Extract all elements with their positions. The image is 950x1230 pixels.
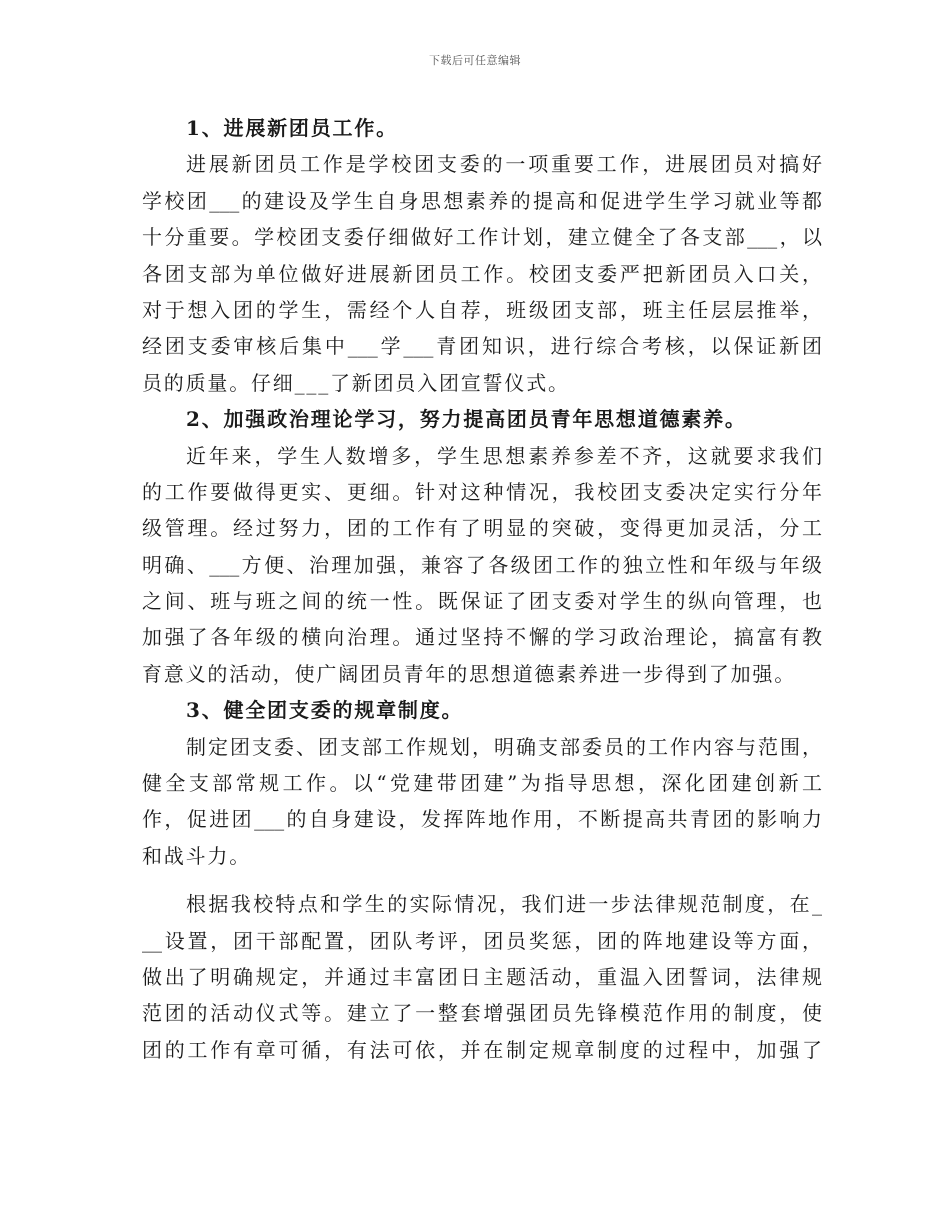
section-heading-3: 3、健全团支委的规章制度。: [186, 698, 464, 723]
paragraph-line: 学校团___的建设及学生自身思想素养的提高和促进学生学习就业等都: [142, 188, 822, 213]
paragraph-line: 员的质量。仔细___了新团员入团宣誓仪式。: [142, 370, 570, 395]
paragraph-line: 经团支委审核后集中___学___青团知识，进行综合考核，以保证新团: [142, 334, 822, 359]
paragraph-line: 做出了明确规定，并通过丰富团日主题活动，重温入团誓词，法律规: [142, 964, 822, 989]
section-heading-1: 1、进展新团员工作。: [186, 116, 398, 140]
paragraph-line: 健全支部常规工作。以“党建带团建”为指导思想，深化团建创新工: [142, 771, 822, 796]
section-heading-2: 2、加强政治理论学习，努力提高团员青年思想道德素养。: [186, 407, 747, 432]
paragraph-line: 制定团支委、团支部工作规划，明确支部委员的工作内容与范围，: [186, 734, 822, 759]
paragraph-line: 育意义的活动，使广阔团员青年的思想道德素养进一步得到了加强。: [142, 661, 796, 686]
paragraph-line: 级管理。经过努力，团的工作有了明显的突破，变得更加灵活，分工: [142, 516, 822, 541]
paragraph-line: 范团的活动仪式等。建立了一整套增强团员先锋模范作用的制度，使: [142, 1001, 822, 1026]
paragraph-line: 近年来，学生人数增多，学生思想素养参差不齐，这就要求我们: [186, 443, 822, 468]
paragraph-line: 作，促进团___的自身建设，发挥阵地作用，不断提高共青团的影响力: [142, 807, 822, 832]
paragraph-line: 十分重要。学校团支委仔细做好工作计划，建立健全了各支部___，以: [142, 225, 822, 250]
paragraph-line: 对于想入团的学生，需经个人自荐，班级团支部，班主任层层推举，: [142, 297, 822, 322]
paragraph-line: 的工作要做得更实、更细。针对这种情况，我校团支委决定实行分年: [142, 479, 822, 504]
paragraph-line: 和战斗力。: [142, 843, 251, 868]
document-body: [142, 110, 822, 1068]
paragraph-line: 团的工作有章可循，有法可依，并在制定规章制度的过程中，加强了: [142, 1037, 822, 1062]
paragraph-line: 各团支部为单位做好进展新团员工作。校团支委严把新团员入口关，: [142, 261, 822, 286]
page-header-note: 下载后可任意编辑: [429, 54, 521, 67]
paragraph-line: 之间、班与班之间的统一性。既保证了团支委对学生的纵向管理，也: [142, 589, 822, 614]
paragraph-line: 进展新团员工作是学校团支委的一项重要工作，进展团员对搞好: [186, 152, 822, 177]
paragraph-gap: [142, 874, 822, 886]
paragraph-line: 明确、___方便、治理加强，兼容了各级团工作的独立性和年级与年级: [142, 552, 822, 577]
paragraph-line: __设置，团干部配置，团队考评，团员奖惩，团的阵地建设等方面，: [142, 928, 822, 953]
paragraph-line: 根据我校特点和学生的实际情况，我们进一步法律规范制度，在_: [186, 892, 822, 917]
paragraph-line: 加强了各年级的横向治理。通过坚持不懈的学习政治理论，搞富有教: [142, 625, 822, 650]
